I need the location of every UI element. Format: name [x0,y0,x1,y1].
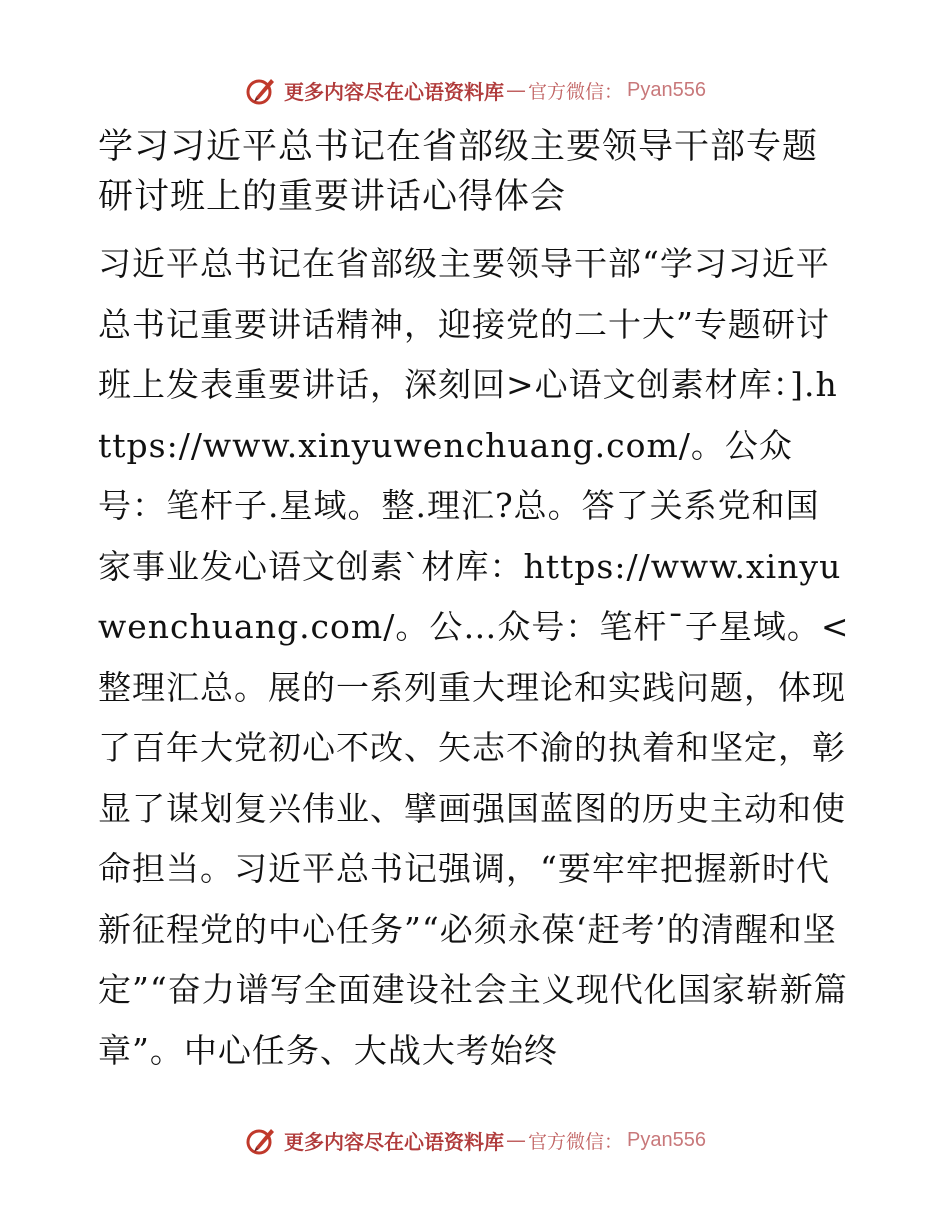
header-banner [0,70,950,110]
document-paragraph: 习近平总书记在省部级主要领导干部“学习习近平总书记重要讲话精神，迎接党的二十大”专题研讨班上发表重要讲话，深刻回>心语文创素材库：].https://www.xinyuwenchuang.com/。公众号：笔杆子.星域。整.理汇?总。答了关系党和国家事业发心语文创素`材库：https://www.xinyuwenchuang.com/。公…众号：笔杆¯子星域。<整理汇总。展的一系列重大理论和实践问题，体现了百年大党初心不改、矢志不渝的执着和坚定，彰显了谋划复兴伟业、擘画强国蓝图的历史主动和使命担当。习近平总书记强调，“要牢牢把握新时代新征程党的中心任务”“必须永葆‘赶考’的清醒和坚定”“奋力谱写全面建设社会主义现代化国家崭新篇章”。中心任务、大战大考始终 [98,244,850,1070]
banner-dash: — [506,1128,526,1152]
banner-wechat-id: Pyan556 [627,1128,706,1151]
banner-main-text: 更多内容尽在心语资料库 [284,1129,504,1154]
banner-wechat-label: 官方微信： [528,1130,624,1153]
banner-wechat-id: Pyan556 [627,78,706,101]
footer-banner [0,1120,950,1160]
banner-dash: — [506,78,526,102]
banner-main-text: 更多内容尽在心语资料库 [284,79,504,104]
quill-pen-logo-icon [244,1123,278,1157]
document-title: 学习习近平总书记在省部级主要领导干部专题研讨班上的重要讲话心得体会 [98,127,819,217]
document-body [98,122,850,1081]
banner-wechat-label: 官方微信： [528,80,624,103]
quill-pen-logo-icon [244,73,278,107]
